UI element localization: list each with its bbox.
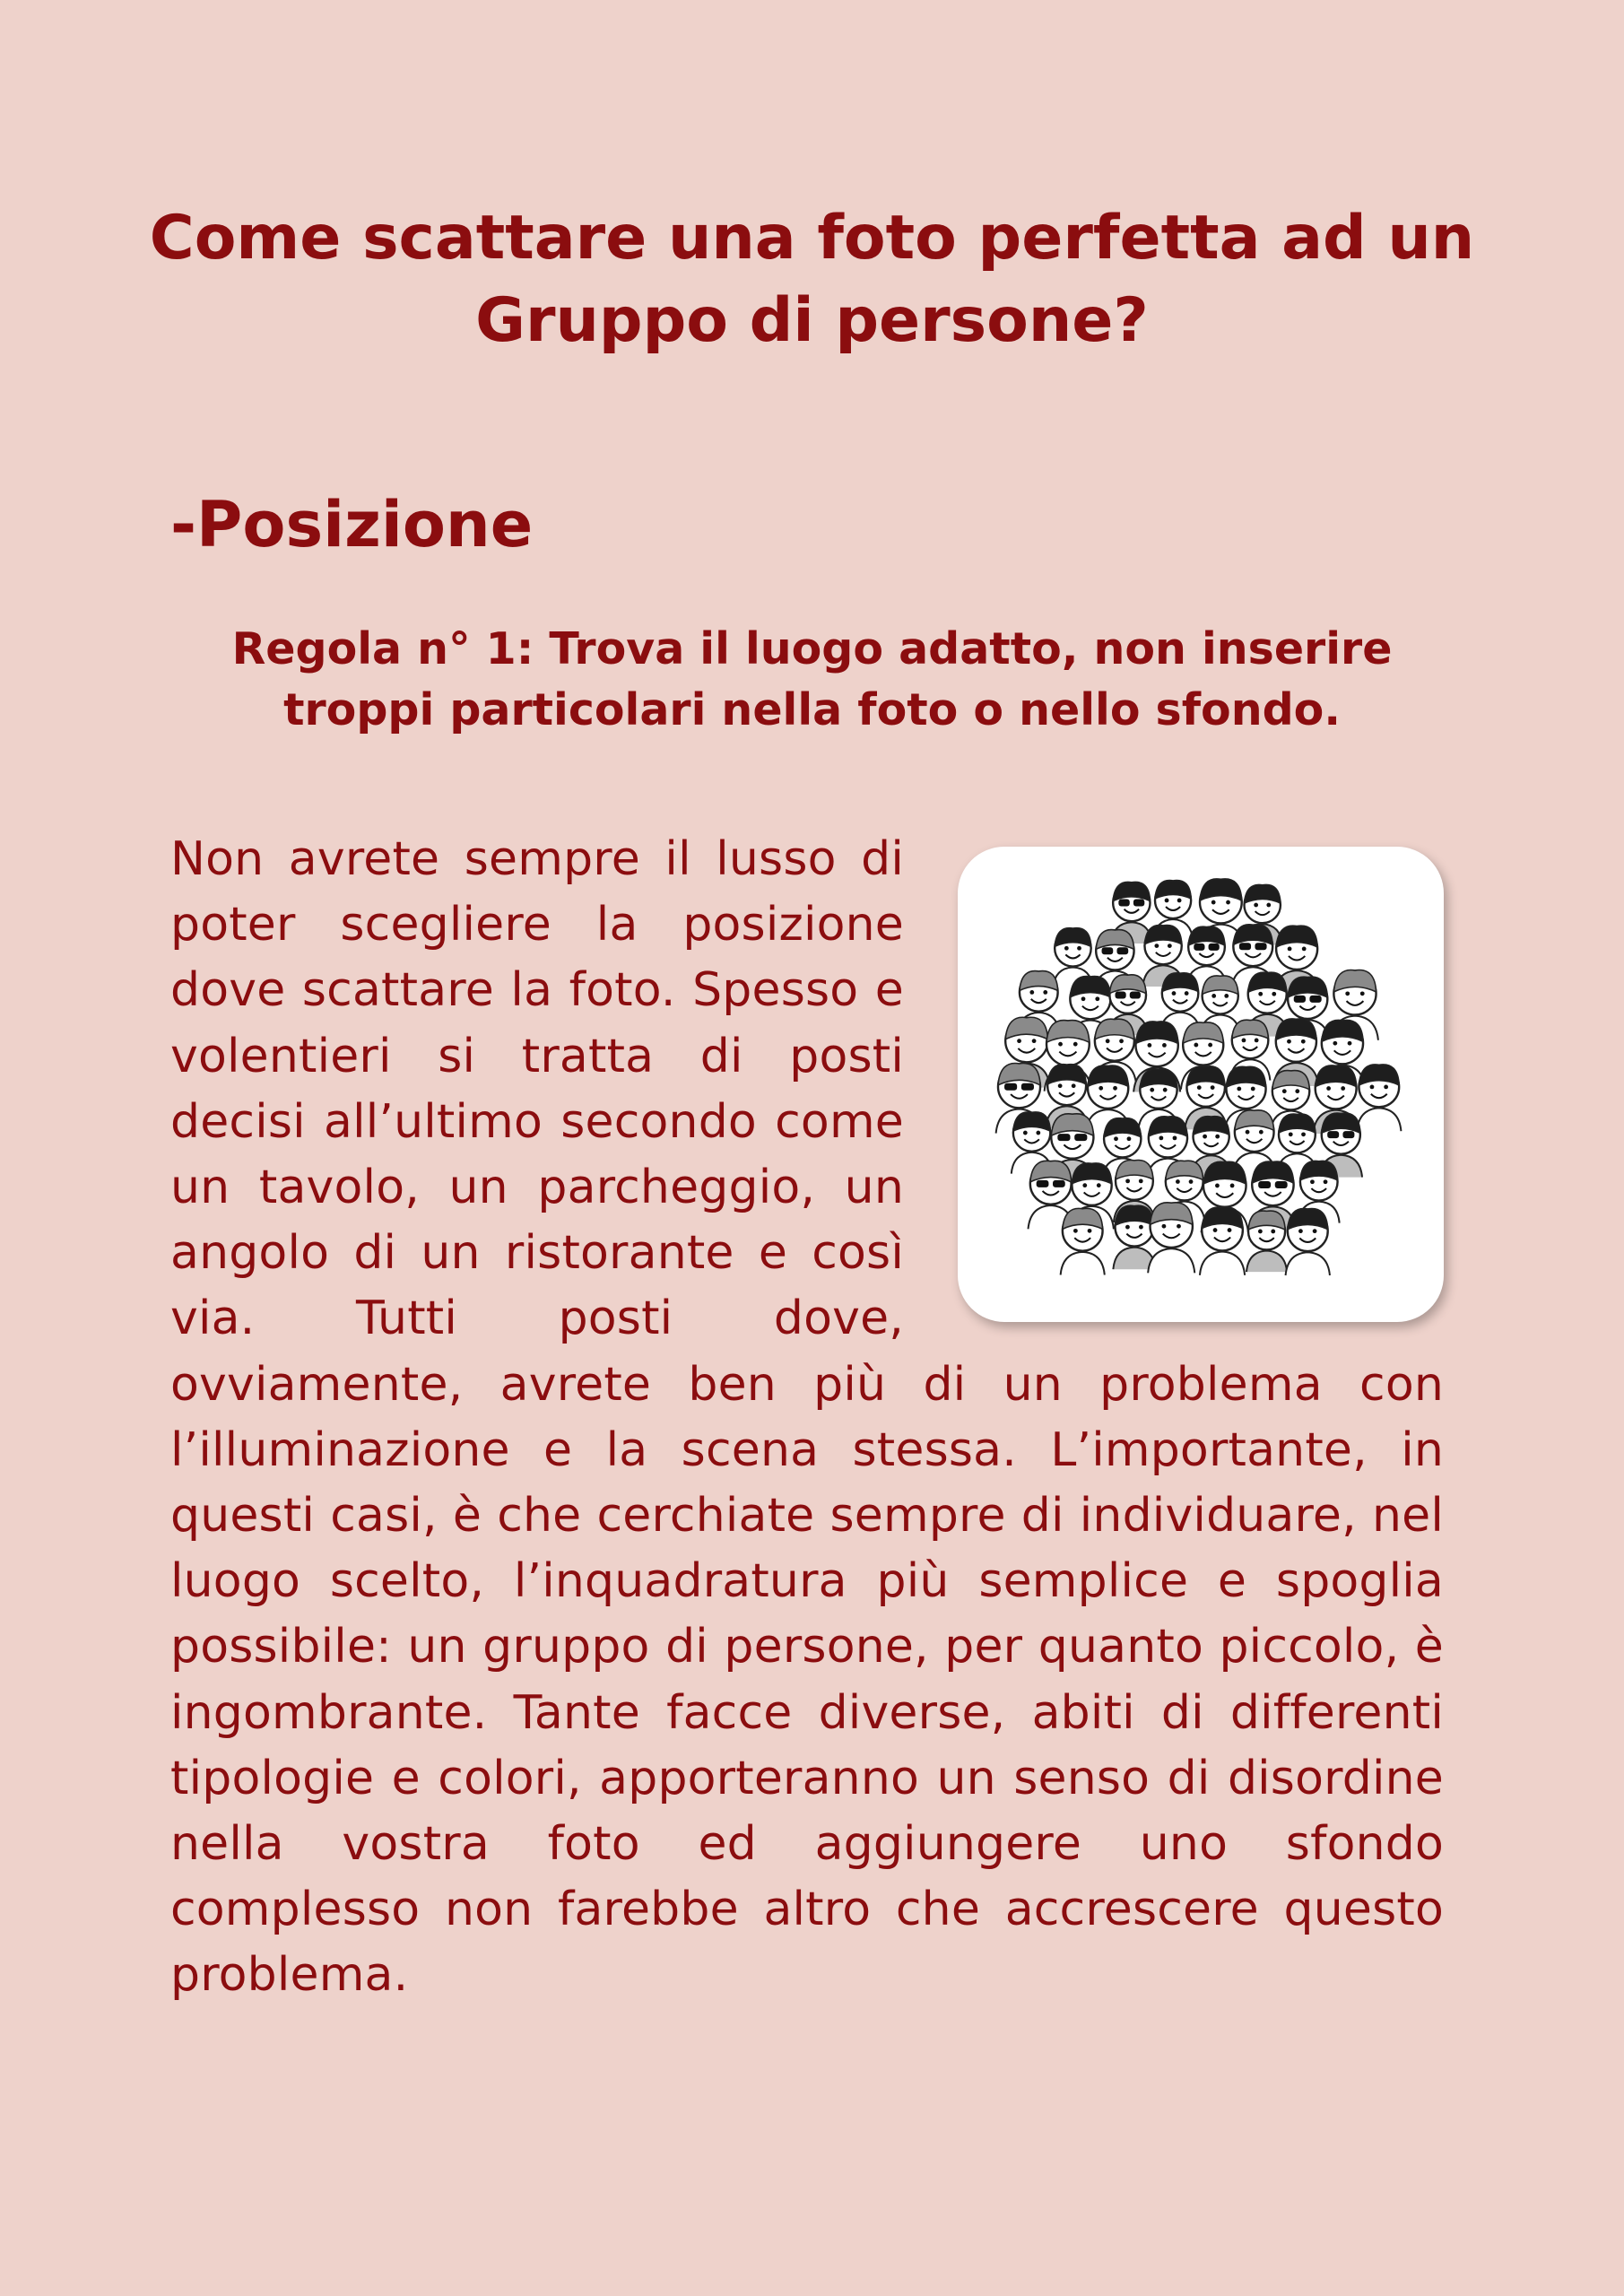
crowd-illustration [958,847,1444,1322]
body-text-block [170,827,1444,2009]
rule-heading: Regola n° 1: Trova il luogo adatto, non inserire troppi particolari nella foto o nello sfondo. [231,623,1393,735]
page-title: Come scattare una foto perfetta ad un Gruppo di persone? [149,203,1475,356]
crowd-illustration-icon [958,847,1444,1322]
body-paragraph: Non avrete sempre il lusso di poter scegliere la posizione dove scattare la foto. Spesso e volentieri si tratta di posti decisi all’ultimo secondo come un tavolo, un parcheggio, un angolo di un ristorante e così via. Tutti posti dove, ovviamente, avrete ben più di un problema con l’illuminazione e la scena stessa. L’importante, in questi casi, è che cerchiate sempre di individuare, nel luogo scelto, l’inquadratura più semplice e spoglia possibile: un gruppo di persone, per quanto piccolo, è ingombrante. Tante facce diverse, abiti di differenti tipologie e colori, apporteranno un senso di disordine nella vostra foto ed aggiungere uno sfondo complesso non farebbe altro che accrescere questo problema. [170,832,1444,2003]
section-heading: -Posizione [170,488,534,561]
